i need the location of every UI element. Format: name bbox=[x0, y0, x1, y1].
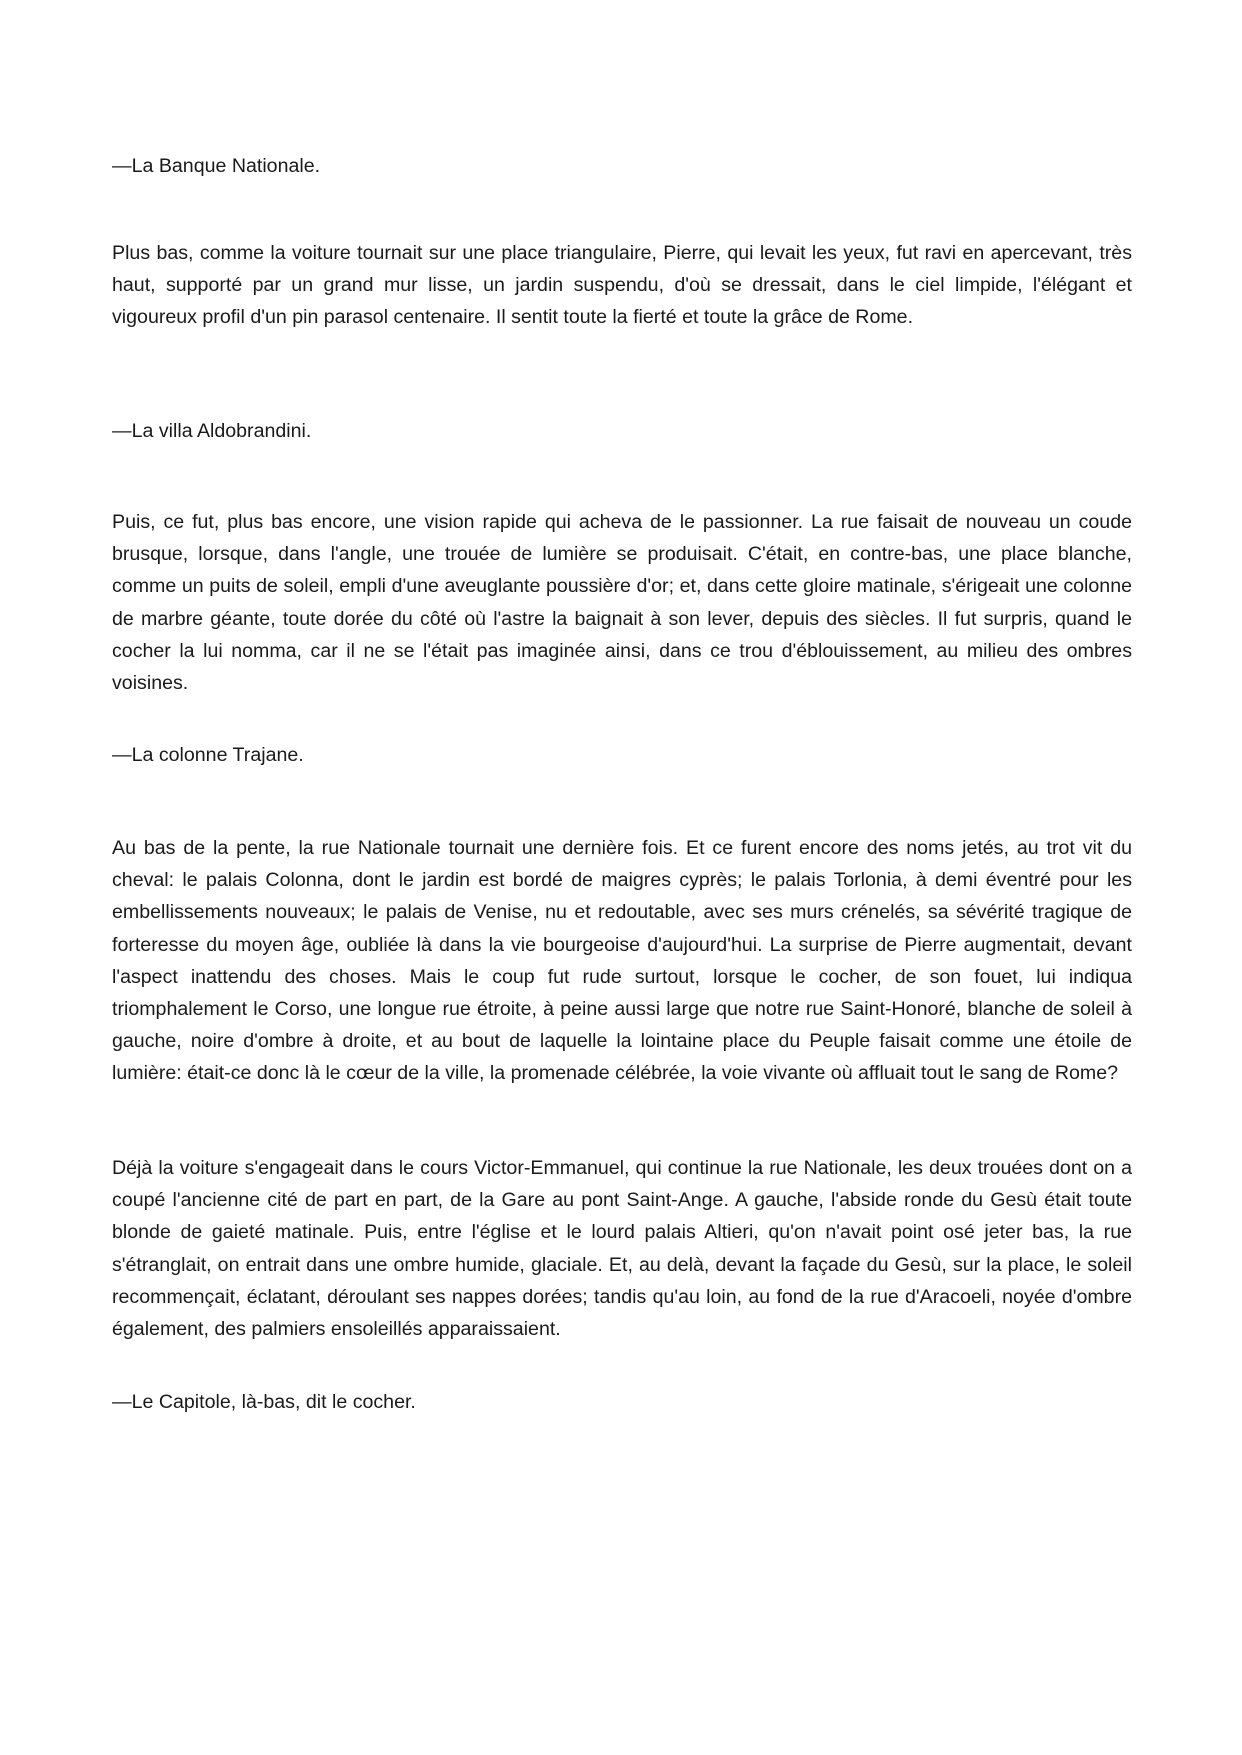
paragraph-victor-emmanuel: Déjà la voiture s'engageait dans le cours Victor-Emmanuel, qui continue la rue Nationale, les deux trouées dont on a coupé l'ancienne cité de part en part, de la Gare au pont Saint-Ange. A gauche, l'abside ronde du Gesù était toute blonde de gaieté matinale. Puis, entre l'église et le lourd palais Altieri, qu'on n'avait point osé jeter bas, la rue s'étranglait, on entrait dans une ombre humide, glaciale. Et, au delà, devant la façade du Gesù, sur la place, le soleil recommençait, éclatant, déroulant ses nappes dorées; tandis qu'au loin, au fond de la rue d'Aracoeli, noyée d'ombre également, des palmiers ensoleillés apparaissaient. bbox=[112, 1157, 1132, 1341]
dialog-line-trajane: —La colonne Trajane. bbox=[112, 744, 304, 766]
paragraph-jardin-suspendu: Plus bas, comme la voiture tournait sur une place triangulaire, Pierre, qui levait les yeux, fut ravi en apercevant, très haut, supporté par un grand mur lisse, un jardin suspendu, d'où se dressait, dans le ciel limpide, l'élégant et vigoureux profil d'un pin parasol centenaire. Il sentit toute la fierté et toute la grâce de Rome. bbox=[112, 242, 1132, 329]
dialog-line-banque: —La Banque Nationale. bbox=[112, 155, 321, 177]
paragraph-colonne: Puis, ce fut, plus bas encore, une vision rapide qui acheva de le passionner. La rue faisait de nouveau un coude brusque, lorsque, dans l'angle, une trouée de lumière se produisait. C'était, en contre-bas, une place blanche, comme un puits de soleil, empli d'une aveuglante poussière d'or; et, dans cette gloire matinale, s'érigeait une colonne de marbre géante, toute dorée du côté où l'astre la baignait à son lever, depuis des siècles. Il fut surpris, quand le cocher la lui nomma, car il ne se l'était pas imaginée ainsi, dans ce trou d'éblouissement, au milieu des ombres voisines. bbox=[112, 511, 1132, 695]
dialog-line-villa: —La villa Aldobrandini. bbox=[112, 420, 312, 442]
paragraph-corso: Au bas de la pente, la rue Nationale tournait une dernière fois. Et ce furent encore des noms jetés, au trot vit du cheval: le palais Colonna, dont le jardin est bordé de maigres cyprès; le palais Torlonia, à demi éventré pour les embellissements nouveaux; le palais de Venise, nu et redoutable, avec ses murs crénelés, sa sévérité tragique de forteresse du moyen âge, oubliée là dans la vie bourgeoise d'aujourd'hui. La surprise de Pierre augmentait, devant l'aspect inattendu des choses. Mais le coup fut rude surtout, lorsque le cocher, de son fouet, lui indiqua triomphalement le Corso, une longue rue étroite, à peine aussi large que notre rue Saint-Honoré, blanche de soleil à gauche, noire d'ombre à droite, et au bout de laquelle la lointaine place du Peuple faisait comme une étoile de lumière: était-ce donc là le cœur de la ville, la promenade célébrée, la voie vivante où affluait tout le sang de Rome? bbox=[112, 837, 1132, 1085]
dialog-line-capitole: —Le Capitole, là-bas, dit le cocher. bbox=[112, 1391, 416, 1413]
document-page bbox=[112, 0, 1132, 1755]
